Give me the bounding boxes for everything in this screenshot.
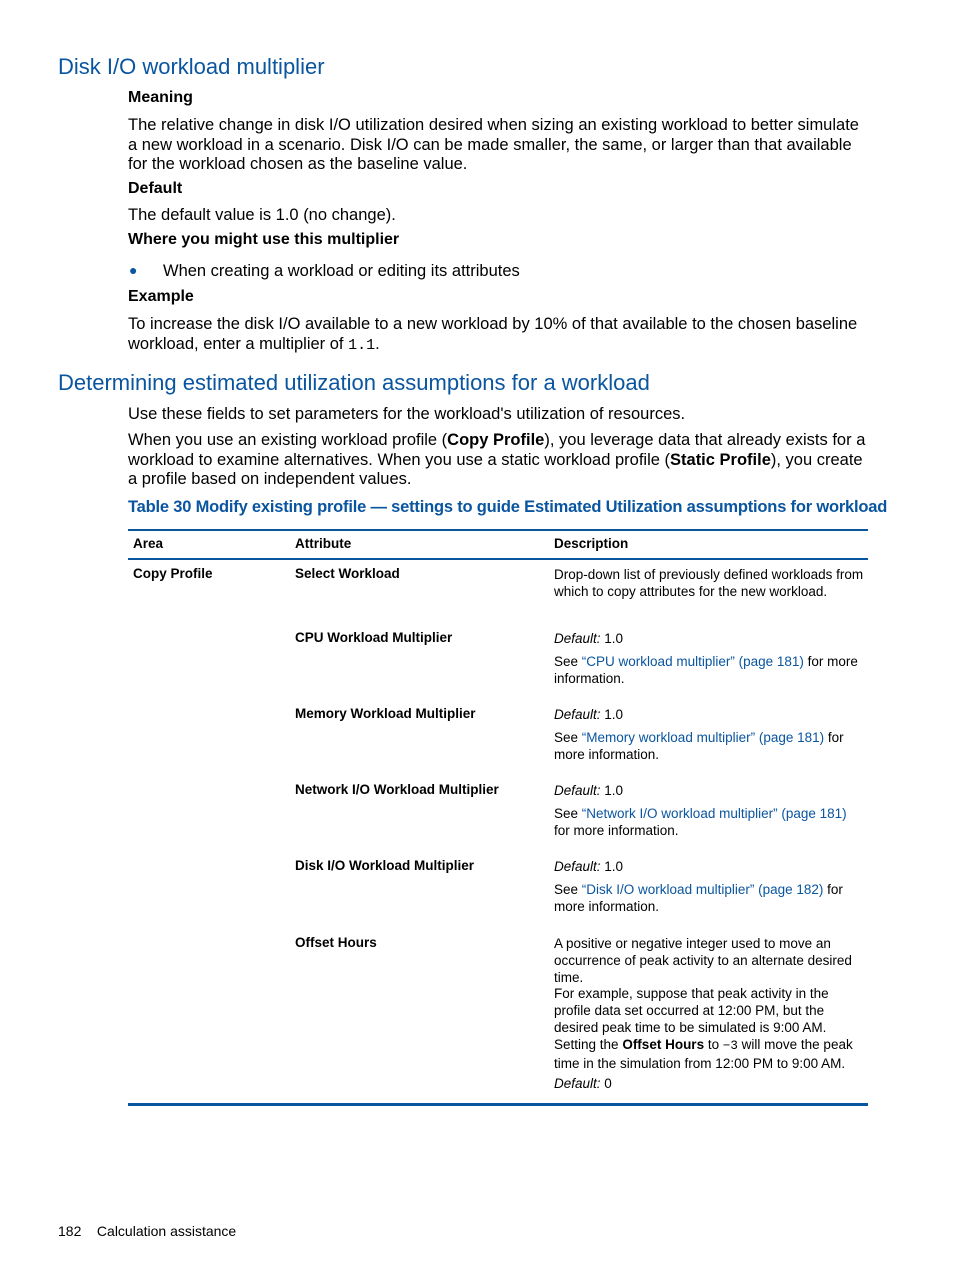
- after-text: for more information.: [554, 654, 858, 686]
- default-value: 0: [604, 1076, 612, 1091]
- desc-offset-default: [554, 1075, 866, 1092]
- after-text: for more information.: [554, 823, 679, 838]
- profile-paragraph: [128, 431, 868, 490]
- table-caption: Table 30 Modify existing profile — settings to guide Estimated Utilization assumptions for workload: [128, 498, 888, 516]
- example-end: .: [375, 334, 380, 353]
- section-heading-utilization: Determining estimated utilization assumptions for a workload: [58, 370, 650, 395]
- footer-section: Calculation assistance: [96, 1223, 237, 1239]
- link-cpu-multiplier[interactable]: “CPU workload multiplier” (page 181): [581, 654, 804, 669]
- default-label: Default: [128, 180, 183, 197]
- attr-offset-hours: Offset Hours: [295, 935, 377, 950]
- desc-select-workload: Drop-down list of previously defined workloads from which to copy attributes for the new workload.: [554, 567, 864, 599]
- desc-offset-2: [554, 985, 866, 1072]
- header-area: Area: [133, 536, 164, 551]
- desc-network-see: [554, 805, 866, 839]
- area-copy-profile: Copy Profile: [133, 566, 213, 581]
- bullet-text: When creating a workload or editing its attributes: [163, 262, 520, 280]
- meaning-text: The relative change in disk I/O utilization desired when sizing an existing workload to better simulate a new workload in a scenario. Disk I/O can be made smaller, the same, or larger than that available for the workload chosen as the baseline value.: [128, 116, 859, 173]
- see-text: See: [554, 806, 579, 821]
- offset-end: will move the peak time in the simulation from 12:00 PM to 9:00 AM.: [554, 1037, 853, 1071]
- intro-paragraph: Use these fields to set parameters for the workload's utilization of resources.: [128, 405, 686, 423]
- default-label: Default:: [554, 859, 601, 874]
- link-disk-multiplier[interactable]: “Disk I/O workload multiplier” (page 182): [581, 882, 824, 897]
- section-heading-disk-io: Disk I/O workload multiplier: [58, 54, 325, 79]
- default-label: Default:: [554, 707, 601, 722]
- table-bottom-rule: [128, 1103, 868, 1106]
- example-code: 1.1: [348, 336, 376, 354]
- table-top-rule: [128, 529, 868, 531]
- desc-offset-1: A positive or negative integer used to move an occurrence of peak activity to an alternate desired time.: [554, 936, 852, 985]
- profile-text-a: When you use an existing workload profile (: [128, 431, 448, 449]
- example-text: To increase the disk I/O available to a new workload by 10% of that available to the chosen baseline workload, enter a multiplier of: [128, 315, 858, 353]
- link-network-multiplier[interactable]: “Network I/O workload multiplier” (page 181): [581, 806, 847, 821]
- link-memory-multiplier[interactable]: “Memory workload multiplier” (page 181): [581, 730, 825, 745]
- see-text: See: [554, 654, 579, 669]
- default-text: The default value is 1.0 (no change).: [128, 206, 396, 224]
- desc-memory-default: [554, 706, 866, 723]
- after-text: for more information.: [554, 882, 843, 914]
- profile-text-e: ), you create a profile based on independent values.: [128, 450, 863, 488]
- page-footer: [58, 1223, 236, 1239]
- offset-hours-term: Offset Hours: [622, 1037, 705, 1052]
- desc-cpu-see: [554, 653, 866, 687]
- header-description: Description: [554, 536, 629, 551]
- header-attribute: Attribute: [295, 536, 352, 551]
- see-text: See: [554, 882, 579, 897]
- page-number: 182: [58, 1223, 82, 1239]
- default-value: 1.0: [604, 783, 624, 798]
- default-label: Default:: [554, 631, 601, 646]
- desc-network-default: [554, 782, 866, 799]
- attr-select-workload: Select Workload: [295, 566, 400, 581]
- example-paragraph: [128, 315, 868, 355]
- profile-text-c: ), you leverage data that already exists for a workload to examine alternatives. When you use a static workload profile (: [128, 431, 866, 469]
- bullet-dot-icon: ●: [129, 262, 138, 278]
- attr-memory-multiplier: Memory Workload Multiplier: [295, 706, 476, 721]
- offset-code: −3: [722, 1039, 738, 1053]
- copy-profile-term: Copy Profile: [447, 431, 545, 449]
- default-label: Default:: [554, 1076, 601, 1091]
- default-value: 1.0: [604, 859, 624, 874]
- where-label: Where you might use this multiplier: [128, 231, 400, 248]
- table-header-rule: [128, 558, 868, 560]
- desc-memory-see: [554, 729, 866, 763]
- desc-cpu-default: [554, 630, 866, 647]
- default-value: 1.0: [604, 707, 624, 722]
- attr-cpu-multiplier: CPU Workload Multiplier: [295, 630, 453, 645]
- attr-disk-multiplier: Disk I/O Workload Multiplier: [295, 858, 475, 873]
- after-text: for more information.: [554, 730, 844, 762]
- attr-network-multiplier: Network I/O Workload Multiplier: [295, 782, 499, 797]
- default-value: 1.0: [604, 631, 624, 646]
- see-text: See: [554, 730, 579, 745]
- desc-disk-default: [554, 858, 866, 875]
- desc-disk-see: [554, 881, 866, 915]
- offset-text: For example, suppose that peak activity in the profile data set occurred at 12:00 PM, but the desired peak time to be simulated is 9:00 AM. Setting the: [554, 986, 829, 1052]
- example-label: Example: [128, 288, 194, 305]
- default-label: Default:: [554, 783, 601, 798]
- meaning-label: Meaning: [128, 89, 193, 106]
- offset-to: to: [707, 1037, 720, 1052]
- static-profile-term: Static Profile: [670, 450, 771, 469]
